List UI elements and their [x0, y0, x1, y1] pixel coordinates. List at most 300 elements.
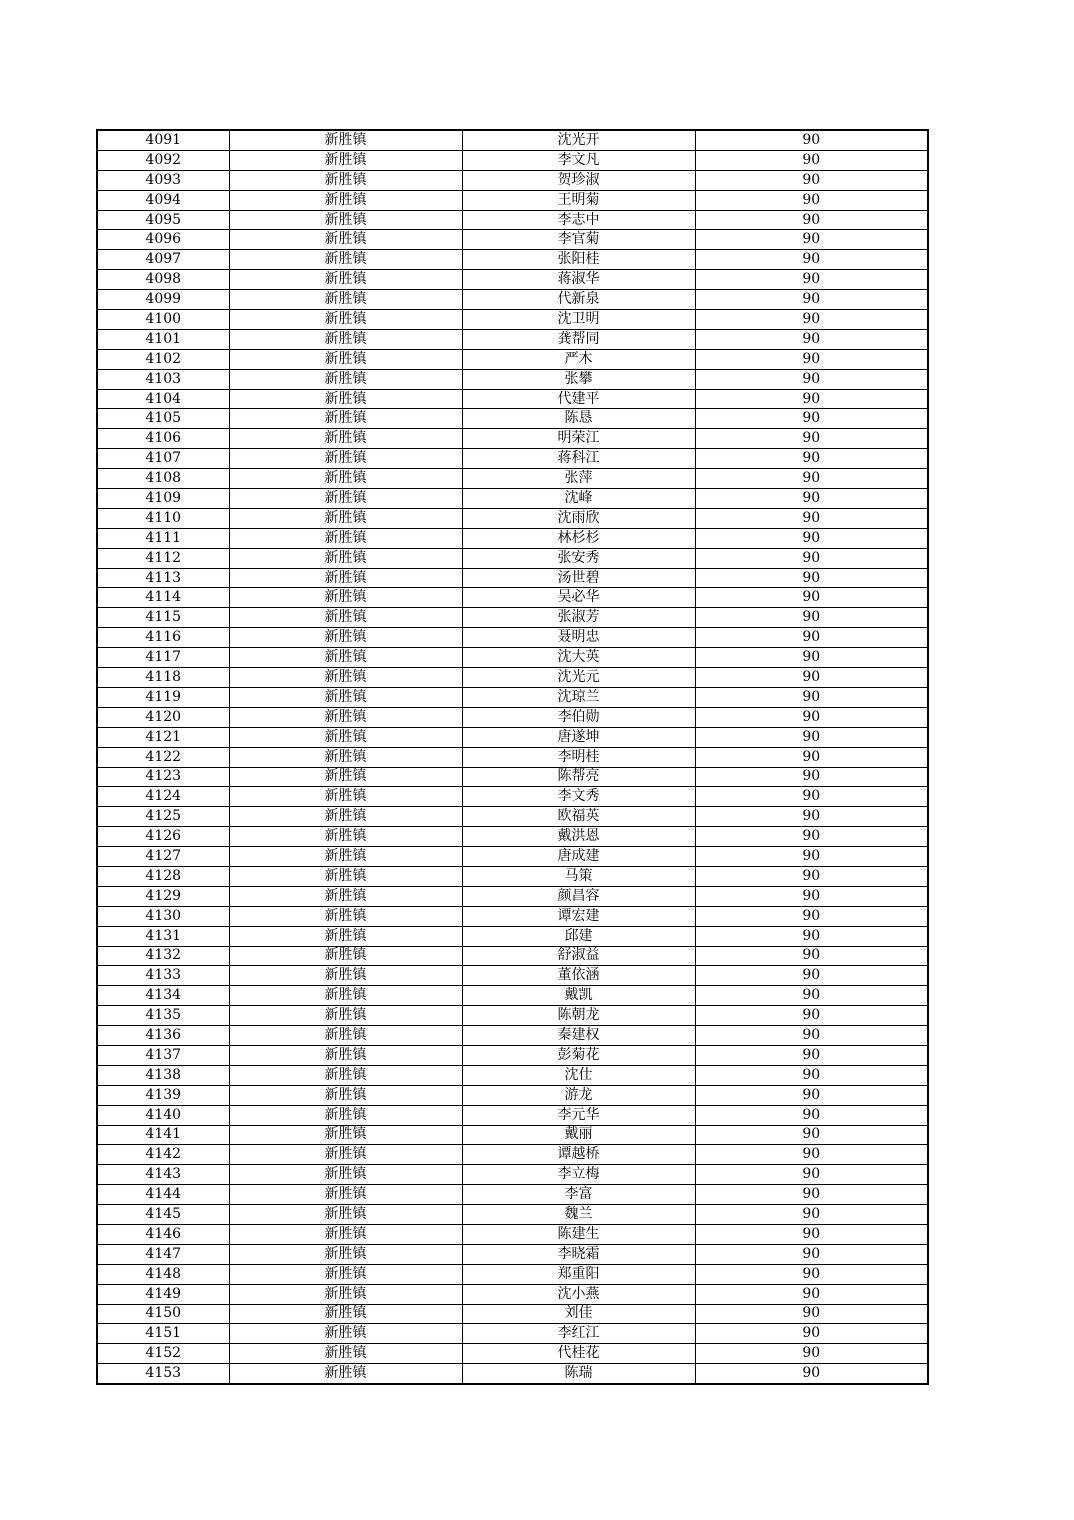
name-cell: 张安秀 [462, 548, 695, 568]
town-cell: 新胜镇 [229, 966, 462, 986]
town-cell: 新胜镇 [229, 946, 462, 966]
amount-cell: 90 [695, 349, 928, 369]
amount-cell: 90 [695, 329, 928, 349]
name-cell: 沈琼兰 [462, 687, 695, 707]
name-cell: 张萍 [462, 469, 695, 489]
name-cell: 陈瑞 [462, 1364, 695, 1384]
amount-cell: 90 [695, 886, 928, 906]
amount-cell: 90 [695, 310, 928, 330]
row-number-cell: 4135 [97, 1006, 229, 1026]
town-cell: 新胜镇 [229, 827, 462, 847]
table-row [97, 648, 928, 668]
amount-cell: 90 [695, 1304, 928, 1324]
amount-cell: 90 [695, 1344, 928, 1364]
amount-cell: 90 [695, 389, 928, 409]
name-cell: 代新泉 [462, 290, 695, 310]
table-row [97, 986, 928, 1006]
name-cell: 李官菊 [462, 230, 695, 250]
amount-cell: 90 [695, 648, 928, 668]
table-row [97, 1304, 928, 1324]
table-row [97, 747, 928, 767]
town-cell: 新胜镇 [229, 190, 462, 210]
row-number-cell: 4091 [97, 130, 229, 150]
name-cell: 沈峰 [462, 489, 695, 509]
row-number-cell: 4101 [97, 329, 229, 349]
table-row [97, 807, 928, 827]
town-cell: 新胜镇 [229, 1304, 462, 1324]
name-cell: 郑重阳 [462, 1264, 695, 1284]
amount-cell: 90 [695, 767, 928, 787]
amount-cell: 90 [695, 1284, 928, 1304]
name-cell: 贺珍淑 [462, 170, 695, 190]
table-row [97, 1165, 928, 1185]
name-cell: 邱建 [462, 926, 695, 946]
town-cell: 新胜镇 [229, 150, 462, 170]
row-number-cell: 4092 [97, 150, 229, 170]
table-row [97, 1125, 928, 1145]
amount-cell: 90 [695, 628, 928, 648]
row-number-cell: 4119 [97, 687, 229, 707]
amount-cell: 90 [695, 707, 928, 727]
name-cell: 李文凡 [462, 150, 695, 170]
row-number-cell: 4110 [97, 508, 229, 528]
town-cell: 新胜镇 [229, 310, 462, 330]
town-cell: 新胜镇 [229, 429, 462, 449]
name-cell: 沈光开 [462, 130, 695, 150]
name-cell: 代建平 [462, 389, 695, 409]
town-cell: 新胜镇 [229, 668, 462, 688]
amount-cell: 90 [695, 1105, 928, 1125]
table-row [97, 847, 928, 867]
row-number-cell: 4121 [97, 727, 229, 747]
town-cell: 新胜镇 [229, 489, 462, 509]
table-row [97, 1244, 928, 1264]
name-cell: 戴洪恩 [462, 827, 695, 847]
name-cell: 彭菊花 [462, 1045, 695, 1065]
town-cell: 新胜镇 [229, 449, 462, 469]
table-row [97, 1284, 928, 1304]
name-cell: 沈雨欣 [462, 508, 695, 528]
table-row [97, 1344, 928, 1364]
town-cell: 新胜镇 [229, 707, 462, 727]
row-number-cell: 4094 [97, 190, 229, 210]
table-row [97, 827, 928, 847]
amount-cell: 90 [695, 290, 928, 310]
table-row [97, 608, 928, 628]
table-row [97, 349, 928, 369]
name-cell: 谭宏建 [462, 906, 695, 926]
town-cell: 新胜镇 [229, 1045, 462, 1065]
town-cell: 新胜镇 [229, 727, 462, 747]
amount-cell: 90 [695, 409, 928, 429]
town-cell: 新胜镇 [229, 986, 462, 1006]
amount-cell: 90 [695, 150, 928, 170]
row-number-cell: 4137 [97, 1045, 229, 1065]
row-number-cell: 4095 [97, 210, 229, 230]
row-number-cell: 4138 [97, 1065, 229, 1085]
table-row [97, 1006, 928, 1026]
name-cell: 吴必华 [462, 588, 695, 608]
amount-cell: 90 [695, 1244, 928, 1264]
table-row [97, 1224, 928, 1244]
name-cell: 戴凯 [462, 986, 695, 1006]
amount-cell: 90 [695, 1085, 928, 1105]
town-cell: 新胜镇 [229, 926, 462, 946]
row-number-cell: 4148 [97, 1264, 229, 1284]
table-row [97, 250, 928, 270]
town-cell: 新胜镇 [229, 767, 462, 787]
town-cell: 新胜镇 [229, 866, 462, 886]
amount-cell: 90 [695, 250, 928, 270]
amount-cell: 90 [695, 1125, 928, 1145]
name-cell: 李元华 [462, 1105, 695, 1125]
row-number-cell: 4140 [97, 1105, 229, 1125]
table-row [97, 628, 928, 648]
name-cell: 李文秀 [462, 787, 695, 807]
row-number-cell: 4130 [97, 906, 229, 926]
row-number-cell: 4098 [97, 270, 229, 290]
town-cell: 新胜镇 [229, 1085, 462, 1105]
table-row [97, 548, 928, 568]
row-number-cell: 4097 [97, 250, 229, 270]
name-cell: 戴丽 [462, 1125, 695, 1145]
town-cell: 新胜镇 [229, 290, 462, 310]
table-row [97, 270, 928, 290]
amount-cell: 90 [695, 469, 928, 489]
town-cell: 新胜镇 [229, 1165, 462, 1185]
amount-cell: 90 [695, 1224, 928, 1244]
amount-cell: 90 [695, 1006, 928, 1026]
table-row [97, 290, 928, 310]
table-row [97, 1364, 928, 1384]
row-number-cell: 4116 [97, 628, 229, 648]
row-number-cell: 4128 [97, 866, 229, 886]
table-row [97, 210, 928, 230]
table-row [97, 707, 928, 727]
table-row [97, 1145, 928, 1165]
town-cell: 新胜镇 [229, 270, 462, 290]
row-number-cell: 4122 [97, 747, 229, 767]
table-row [97, 767, 928, 787]
row-number-cell: 4112 [97, 548, 229, 568]
amount-cell: 90 [695, 528, 928, 548]
table-row [97, 668, 928, 688]
name-cell: 蒋淑华 [462, 270, 695, 290]
amount-cell: 90 [695, 847, 928, 867]
amount-cell: 90 [695, 1165, 928, 1185]
amount-cell: 90 [695, 827, 928, 847]
name-cell: 王明菊 [462, 190, 695, 210]
table-row [97, 409, 928, 429]
table-row [97, 926, 928, 946]
name-cell: 沈大英 [462, 648, 695, 668]
amount-cell: 90 [695, 926, 928, 946]
row-number-cell: 4152 [97, 1344, 229, 1364]
amount-cell: 90 [695, 668, 928, 688]
town-cell: 新胜镇 [229, 389, 462, 409]
name-cell: 陈建生 [462, 1224, 695, 1244]
name-cell: 明荣江 [462, 429, 695, 449]
row-number-cell: 4106 [97, 429, 229, 449]
amount-cell: 90 [695, 508, 928, 528]
town-cell: 新胜镇 [229, 847, 462, 867]
amount-cell: 90 [695, 866, 928, 886]
name-cell: 沈卫明 [462, 310, 695, 330]
town-cell: 新胜镇 [229, 1324, 462, 1344]
row-number-cell: 4134 [97, 986, 229, 1006]
row-number-cell: 4142 [97, 1145, 229, 1165]
table-row [97, 946, 928, 966]
table-row [97, 329, 928, 349]
amount-cell: 90 [695, 1364, 928, 1384]
row-number-cell: 4147 [97, 1244, 229, 1264]
town-cell: 新胜镇 [229, 1185, 462, 1205]
town-cell: 新胜镇 [229, 1264, 462, 1284]
town-cell: 新胜镇 [229, 469, 462, 489]
row-number-cell: 4146 [97, 1224, 229, 1244]
row-number-cell: 4102 [97, 349, 229, 369]
amount-cell: 90 [695, 787, 928, 807]
amount-cell: 90 [695, 1324, 928, 1344]
row-number-cell: 4153 [97, 1364, 229, 1384]
table-row [97, 429, 928, 449]
name-cell: 林杉杉 [462, 528, 695, 548]
row-number-cell: 4105 [97, 409, 229, 429]
amount-cell: 90 [695, 1264, 928, 1284]
table-row [97, 528, 928, 548]
name-cell: 汤世碧 [462, 568, 695, 588]
row-number-cell: 4099 [97, 290, 229, 310]
table-row [97, 130, 928, 150]
row-number-cell: 4150 [97, 1304, 229, 1324]
town-cell: 新胜镇 [229, 568, 462, 588]
amount-cell: 90 [695, 807, 928, 827]
table-row [97, 1264, 928, 1284]
town-cell: 新胜镇 [229, 1105, 462, 1125]
table-row [97, 787, 928, 807]
amount-cell: 90 [695, 1205, 928, 1225]
row-number-cell: 4132 [97, 946, 229, 966]
town-cell: 新胜镇 [229, 1205, 462, 1225]
amount-cell: 90 [695, 1026, 928, 1046]
table-row [97, 1185, 928, 1205]
row-number-cell: 4133 [97, 966, 229, 986]
name-cell: 刘佳 [462, 1304, 695, 1324]
amount-cell: 90 [695, 1065, 928, 1085]
name-cell: 张攀 [462, 369, 695, 389]
row-number-cell: 4100 [97, 310, 229, 330]
amount-cell: 90 [695, 946, 928, 966]
table-row [97, 1026, 928, 1046]
table-row [97, 1205, 928, 1225]
row-number-cell: 4129 [97, 886, 229, 906]
table-row [97, 1085, 928, 1105]
table-row [97, 508, 928, 528]
town-cell: 新胜镇 [229, 1344, 462, 1364]
row-number-cell: 4108 [97, 469, 229, 489]
roster-table-body [97, 130, 928, 1384]
town-cell: 新胜镇 [229, 130, 462, 150]
row-number-cell: 4103 [97, 369, 229, 389]
town-cell: 新胜镇 [229, 210, 462, 230]
name-cell: 李晓霜 [462, 1244, 695, 1264]
row-number-cell: 4149 [97, 1284, 229, 1304]
row-number-cell: 4111 [97, 528, 229, 548]
name-cell: 陈恳 [462, 409, 695, 429]
table-row [97, 170, 928, 190]
town-cell: 新胜镇 [229, 528, 462, 548]
amount-cell: 90 [695, 449, 928, 469]
name-cell: 龚帮同 [462, 329, 695, 349]
name-cell: 张淑芳 [462, 608, 695, 628]
table-row [97, 190, 928, 210]
table-row [97, 230, 928, 250]
row-number-cell: 4123 [97, 767, 229, 787]
town-cell: 新胜镇 [229, 608, 462, 628]
town-cell: 新胜镇 [229, 906, 462, 926]
name-cell: 李立梅 [462, 1165, 695, 1185]
amount-cell: 90 [695, 1185, 928, 1205]
row-number-cell: 4145 [97, 1205, 229, 1225]
row-number-cell: 4127 [97, 847, 229, 867]
town-cell: 新胜镇 [229, 747, 462, 767]
table-row [97, 469, 928, 489]
name-cell: 李伯勋 [462, 707, 695, 727]
name-cell: 严木 [462, 349, 695, 369]
row-number-cell: 4113 [97, 568, 229, 588]
town-cell: 新胜镇 [229, 886, 462, 906]
town-cell: 新胜镇 [229, 1224, 462, 1244]
town-cell: 新胜镇 [229, 250, 462, 270]
table-row [97, 687, 928, 707]
name-cell: 唐遂坤 [462, 727, 695, 747]
name-cell: 秦建权 [462, 1026, 695, 1046]
table-row [97, 727, 928, 747]
row-number-cell: 4151 [97, 1324, 229, 1344]
amount-cell: 90 [695, 966, 928, 986]
name-cell: 代桂花 [462, 1344, 695, 1364]
row-number-cell: 4120 [97, 707, 229, 727]
name-cell: 董依涵 [462, 966, 695, 986]
table-row [97, 906, 928, 926]
table-row [97, 1065, 928, 1085]
row-number-cell: 4139 [97, 1085, 229, 1105]
row-number-cell: 4144 [97, 1185, 229, 1205]
name-cell: 聂明忠 [462, 628, 695, 648]
row-number-cell: 4093 [97, 170, 229, 190]
name-cell: 欧福英 [462, 807, 695, 827]
name-cell: 唐成建 [462, 847, 695, 867]
town-cell: 新胜镇 [229, 1026, 462, 1046]
town-cell: 新胜镇 [229, 1284, 462, 1304]
name-cell: 颜昌容 [462, 886, 695, 906]
amount-cell: 90 [695, 687, 928, 707]
name-cell: 谭越桥 [462, 1145, 695, 1165]
table-row [97, 568, 928, 588]
table-row [97, 1324, 928, 1344]
table-row [97, 886, 928, 906]
table-row [97, 489, 928, 509]
amount-cell: 90 [695, 270, 928, 290]
name-cell: 沈光元 [462, 668, 695, 688]
town-cell: 新胜镇 [229, 1125, 462, 1145]
name-cell: 李明桂 [462, 747, 695, 767]
amount-cell: 90 [695, 727, 928, 747]
town-cell: 新胜镇 [229, 1006, 462, 1026]
row-number-cell: 4118 [97, 668, 229, 688]
amount-cell: 90 [695, 210, 928, 230]
table-row [97, 966, 928, 986]
row-number-cell: 4125 [97, 807, 229, 827]
name-cell: 陈朝龙 [462, 1006, 695, 1026]
row-number-cell: 4136 [97, 1026, 229, 1046]
amount-cell: 90 [695, 230, 928, 250]
town-cell: 新胜镇 [229, 807, 462, 827]
name-cell: 李富 [462, 1185, 695, 1205]
amount-cell: 90 [695, 369, 928, 389]
name-cell: 李红江 [462, 1324, 695, 1344]
name-cell: 魏兰 [462, 1205, 695, 1225]
row-number-cell: 4104 [97, 389, 229, 409]
town-cell: 新胜镇 [229, 170, 462, 190]
row-number-cell: 4126 [97, 827, 229, 847]
amount-cell: 90 [695, 130, 928, 150]
town-cell: 新胜镇 [229, 349, 462, 369]
row-number-cell: 4115 [97, 608, 229, 628]
row-number-cell: 4131 [97, 926, 229, 946]
name-cell: 沈仕 [462, 1065, 695, 1085]
table-row [97, 449, 928, 469]
name-cell: 舒淑益 [462, 946, 695, 966]
amount-cell: 90 [695, 747, 928, 767]
town-cell: 新胜镇 [229, 1065, 462, 1085]
town-cell: 新胜镇 [229, 1145, 462, 1165]
table-row [97, 866, 928, 886]
name-cell: 沈小燕 [462, 1284, 695, 1304]
table-row [97, 369, 928, 389]
row-number-cell: 4143 [97, 1165, 229, 1185]
name-cell: 李志中 [462, 210, 695, 230]
table-row [97, 1105, 928, 1125]
row-number-cell: 4141 [97, 1125, 229, 1145]
amount-cell: 90 [695, 489, 928, 509]
town-cell: 新胜镇 [229, 508, 462, 528]
table-row [97, 310, 928, 330]
amount-cell: 90 [695, 588, 928, 608]
town-cell: 新胜镇 [229, 1244, 462, 1264]
town-cell: 新胜镇 [229, 648, 462, 668]
name-cell: 蒋科江 [462, 449, 695, 469]
name-cell: 张阳桂 [462, 250, 695, 270]
table-row [97, 1045, 928, 1065]
town-cell: 新胜镇 [229, 369, 462, 389]
town-cell: 新胜镇 [229, 588, 462, 608]
row-number-cell: 4109 [97, 489, 229, 509]
town-cell: 新胜镇 [229, 409, 462, 429]
name-cell: 陈帮亮 [462, 767, 695, 787]
town-cell: 新胜镇 [229, 687, 462, 707]
table-row [97, 150, 928, 170]
amount-cell: 90 [695, 190, 928, 210]
town-cell: 新胜镇 [229, 329, 462, 349]
row-number-cell: 4114 [97, 588, 229, 608]
amount-cell: 90 [695, 986, 928, 1006]
town-cell: 新胜镇 [229, 787, 462, 807]
name-cell: 马策 [462, 866, 695, 886]
town-cell: 新胜镇 [229, 548, 462, 568]
row-number-cell: 4107 [97, 449, 229, 469]
amount-cell: 90 [695, 548, 928, 568]
